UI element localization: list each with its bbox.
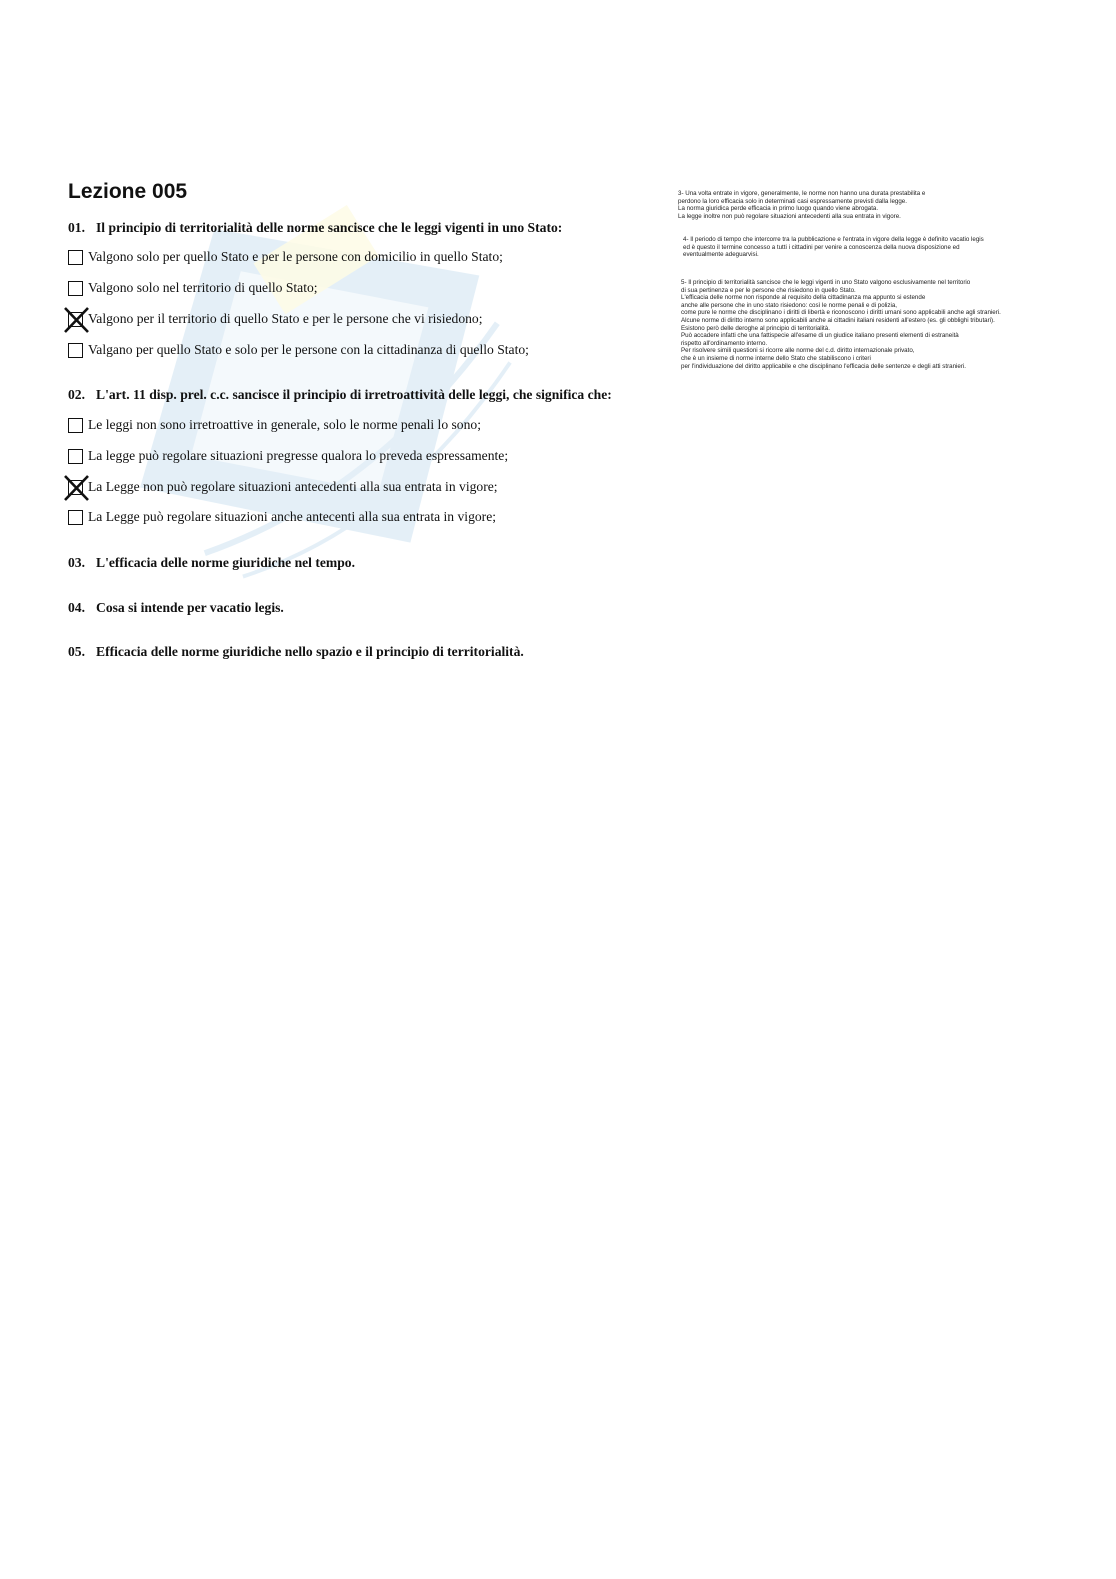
- note-line: anche alle persone che in uno stato risiedono: così le norme penali e di polizia,: [681, 301, 898, 309]
- note-line: ed è questo il termine concesso a tutti i cittadini per venire a conoscenza della nuova disposizione ed: [683, 243, 960, 251]
- option-text: La Legge non può regolare situazioni antecedenti alla sua entrata in vigore;: [88, 479, 498, 494]
- checkbox[interactable]: [68, 418, 83, 433]
- option-text: Valgono solo per quello Stato e per le persone con domicilio in quello Stato;: [88, 249, 503, 264]
- note-line: perdono la loro efficacia solo in determinati casi espressamente previsti dalla legge.: [678, 197, 907, 205]
- option-text: La legge può regolare situazioni pregresse qualora lo preveda espressamente;: [88, 448, 509, 463]
- option-text: Le leggi non sono irretroattive in generale, solo le norme penali lo sono;: [88, 417, 481, 432]
- note-line: 5- Il principio di territorialità sancisce che le leggi vigenti in uno Stato valgono esclusivamente nel territorio: [681, 279, 971, 286]
- note-line: come pure le norme che disciplinano i diritti di libertà e riconoscono i diritti umani sono applicabili anche agli stranieri.: [681, 309, 1001, 317]
- note-line: La legge inoltre non può regolare situazioni antecedenti alla sua entrata in vigore.: [678, 212, 901, 220]
- question-text: Efficacia delle norme giuridiche nello spazio e il principio di territorialità.: [96, 644, 524, 659]
- cross-mark-icon: [63, 474, 90, 502]
- note-line: di sua pertinenza e per le persone che risiedono in quello Stato.: [681, 286, 856, 294]
- note-line: per l'individuazione del diritto applicabile e che disciplinano l'efficacia delle sentenze e degli atti stranieri.: [681, 362, 966, 370]
- answer-option[interactable]: [68, 479, 498, 495]
- checkbox-checked[interactable]: [68, 312, 83, 327]
- note-line: rispetto all'ordinamento interno.: [681, 339, 768, 347]
- checkbox[interactable]: [68, 343, 83, 358]
- note-line: eventualmente adeguarvisi.: [683, 251, 759, 259]
- note-line: Esistono però delle deroghe al principio di territorialità.: [681, 324, 830, 332]
- cross-mark-icon: [63, 306, 90, 334]
- question-03: [68, 555, 355, 571]
- question-text: L'efficacia delle norme giuridiche nel tempo.: [96, 555, 355, 570]
- note-line: Alcune norme di diritto interno sono applicabili anche ai cittadini italiani residenti all'estero (es. gli obblighi tributari).: [681, 316, 995, 324]
- checkbox[interactable]: [68, 250, 83, 265]
- answer-option[interactable]: [68, 448, 508, 464]
- option-text: Valgono solo nel territorio di quello Stato;: [88, 280, 318, 295]
- note-line: La norma giuridica perde efficacia in primo luogo quando viene abrogata.: [678, 205, 879, 213]
- note-line: 4- Il periodo di tempo che intercorre tra la pubblicazione e l'entrata in vigore della legge è definito vacatio legis: [683, 236, 984, 243]
- option-text: La Legge può regolare situazioni anche antecenti alla sua entrata in vigore;: [88, 509, 497, 524]
- note-line: Può accadere infatti che una fattispecie all'esame di un giudice italiano presenti elementi di estraneità: [681, 332, 959, 340]
- checkbox[interactable]: [68, 510, 83, 525]
- checkbox[interactable]: [68, 449, 83, 464]
- question-text: Cosa si intende per vacatio legis.: [96, 600, 284, 615]
- question-number: 03.: [68, 555, 85, 570]
- note-4: [683, 236, 984, 259]
- question-05: [68, 644, 524, 660]
- answer-option[interactable]: [68, 509, 496, 525]
- question-04: [68, 600, 284, 616]
- note-line: L'efficacia delle norme non risponde al requisito della cittadinanza ma appunto si estende: [681, 294, 926, 302]
- checkbox[interactable]: [68, 281, 83, 296]
- question-02: [68, 387, 612, 403]
- option-text: Valgano per quello Stato e solo per le persone con la cittadinanza di quello Stato;: [88, 342, 529, 357]
- question-text: Il principio di territorialità delle norme sancisce che le leggi vigenti in uno Stato:: [96, 220, 563, 235]
- checkbox-checked[interactable]: [68, 480, 83, 495]
- question-01: [68, 220, 562, 236]
- lesson-title: Lezione 005: [68, 180, 188, 203]
- answer-option[interactable]: [68, 342, 529, 358]
- question-number: 05.: [68, 644, 85, 659]
- question-number: 02.: [68, 387, 85, 402]
- answer-option[interactable]: [68, 249, 503, 265]
- answer-option[interactable]: [68, 280, 318, 296]
- answer-option[interactable]: [68, 311, 483, 327]
- note-line: Per risolvere simili questioni si ricorre alle norme del c.d. diritto internazionale privato,: [681, 347, 915, 355]
- note-line: che è un insieme di norme interne dello Stato che stabiliscono i criteri: [681, 354, 871, 362]
- note-3: [678, 190, 925, 220]
- question-text: L'art. 11 disp. prel. c.c. sancisce il principio di irretroattività delle leggi, che significa che:: [96, 387, 612, 402]
- answer-option[interactable]: [68, 417, 481, 433]
- option-text: Valgono per il territorio di quello Stato e per le persone che vi risiedono;: [88, 311, 483, 326]
- note-5: [681, 279, 1001, 370]
- question-number: 01.: [68, 220, 85, 235]
- question-number: 04.: [68, 600, 85, 615]
- note-line: 3- Una volta entrate in vigore, generalmente, le norme non hanno una durata prestabilita e: [678, 190, 926, 197]
